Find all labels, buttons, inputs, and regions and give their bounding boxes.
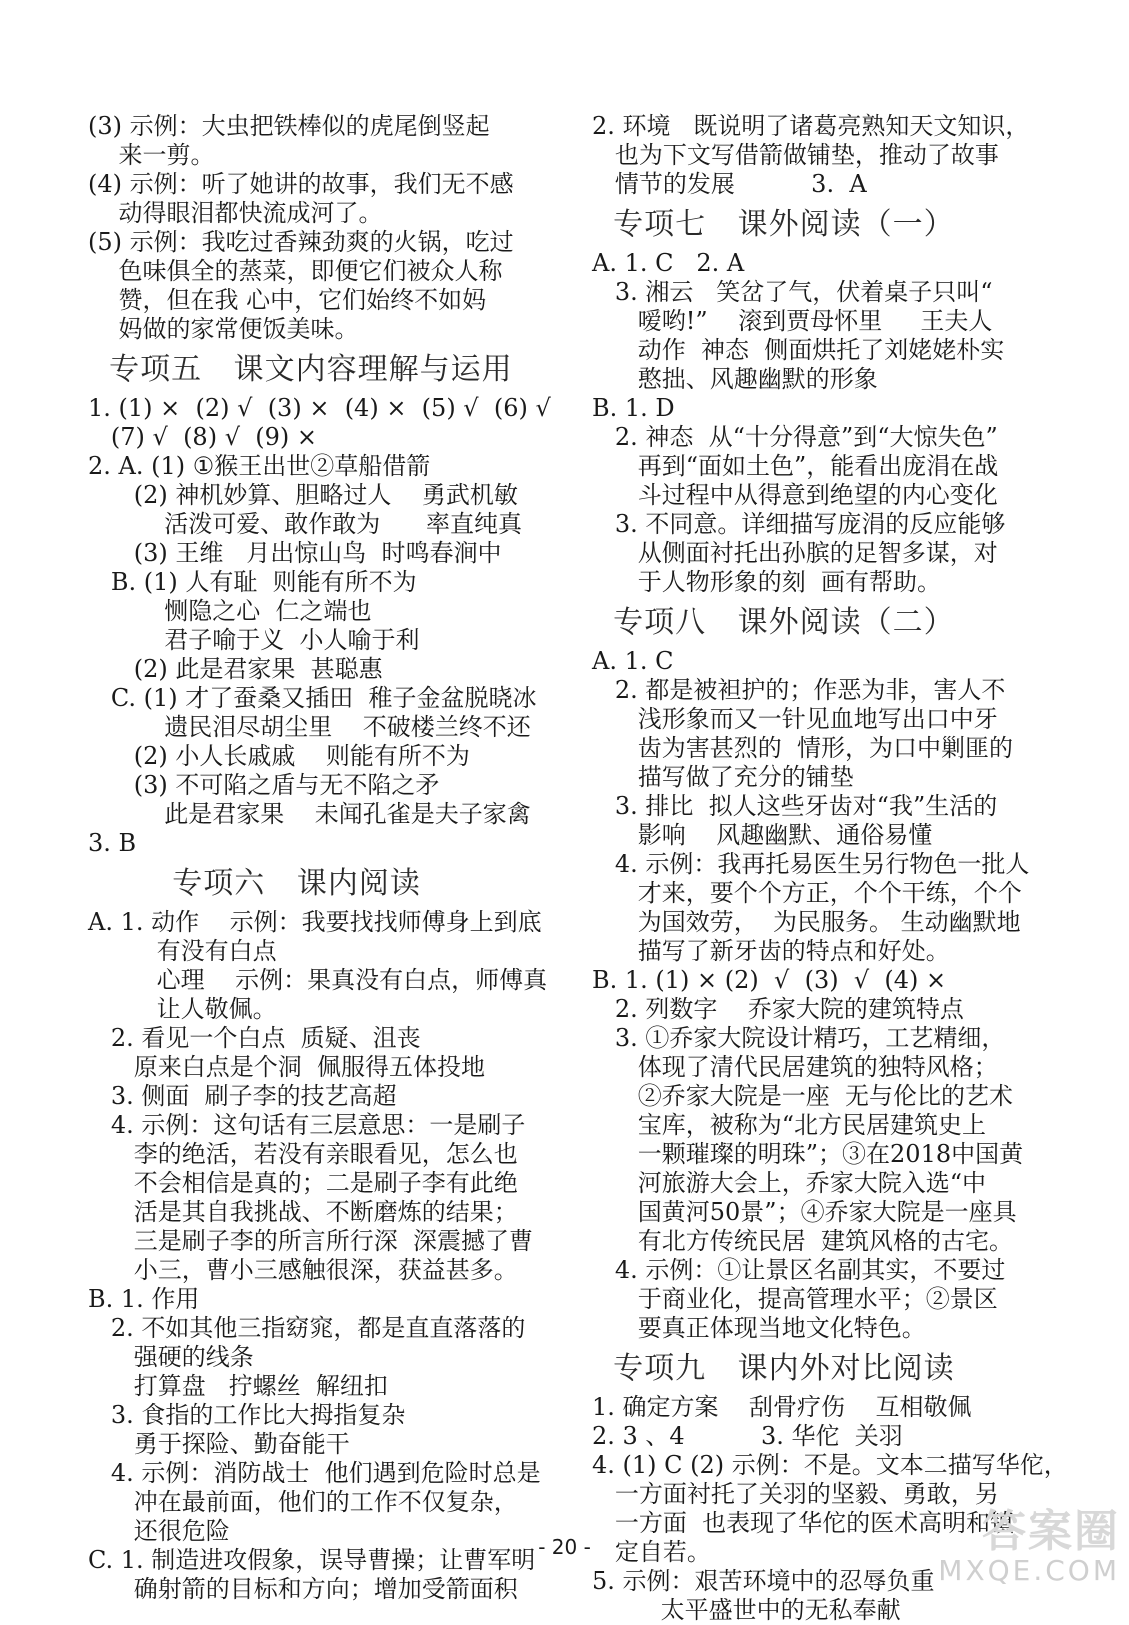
answer-line: 2. 不如其他三指窈窕，都是直直落落的 [88, 1314, 526, 1342]
answer-line: (4) 示例：听了她讲的故事，我们无不感 [88, 170, 514, 198]
answer-line: 勇于探险、勤奋能干 [88, 1430, 350, 1458]
answer-line: 齿为害甚烈的 情形，为口中剿匪的 [592, 734, 1014, 762]
answer-line: 2. 环境 既说明了诸葛亮熟知天文知识， [592, 112, 1030, 140]
answer-line: 为国效劳， 为民服务。 生动幽默地 [592, 908, 1021, 936]
section-heading: 专项八 课外阅读（二） [592, 605, 955, 640]
watermark-site-text: MXQE.COM [938, 1554, 1120, 1587]
answer-line: 打算盘 拧螺丝 解纽扣 [88, 1372, 388, 1400]
answer-line: 1. (1) × (2) √ (3) × (4) × (5) √ (6) √ [88, 394, 551, 422]
answer-line: 有北方传统民居 建筑风格的古宅。 [592, 1227, 1014, 1255]
answer-line: 影响 风趣幽默、通俗易懂 [592, 821, 933, 849]
watermark-logo-text: 答案圈 [982, 1506, 1120, 1557]
left-column [88, 112, 564, 1604]
answer-line: 妈做的家常便饭美味。 [88, 315, 359, 343]
answer-line: 再到“面如土色”，能看出庞涓在战 [592, 452, 999, 480]
answer-line: 小三，曹小三感触很深，获益甚多。 [88, 1256, 518, 1284]
answer-line: 动得眼泪都快流成河了。 [88, 199, 383, 227]
answer-line: 宝库，被称为“北方民居建筑史上 [592, 1111, 987, 1139]
answer-line: 于人物形象的刻 画有帮助。 [592, 568, 942, 596]
answer-line: 动作 神态 侧面烘托了刘姥姥朴实 [592, 336, 1005, 364]
answer-line: B. 1. D [592, 394, 675, 422]
answer-line: 一方面衬托了关羽的坚毅、勇敢，另 [592, 1480, 999, 1508]
right-column [592, 112, 1068, 1625]
answer-line: 3. B [88, 829, 137, 857]
answer-line: 3. 食指的工作比大拇指复杂 [88, 1401, 406, 1429]
answer-line: 2. 神态 从“十分得意”到“大惊失色” [592, 423, 998, 451]
answer-line: 2. 都是被袒护的；作恶为非，害人不 [592, 676, 1006, 704]
answer-line: C. 1. 制造进攻假象，误导曹操；让曹军明 [88, 1546, 536, 1574]
answer-line: 嗳哟!” 滚到贾母怀里 王夫人 [592, 307, 993, 335]
answer-line: 李的绝活，若没有亲眼看见，怎么也 [88, 1140, 518, 1168]
answer-line: 2. 列数字 乔家大院的建筑特点 [592, 995, 964, 1023]
answer-line: 三是刷子李的所言所行深 深震撼了曹 [88, 1227, 534, 1255]
section-heading: 专项九 课内外对比阅读 [592, 1351, 955, 1386]
answer-line: (3) 不可陷之盾与无不陷之矛 [88, 771, 440, 799]
answer-line: 让人敬佩。 [88, 995, 277, 1023]
answer-line: 3. 侧面 刷子李的技艺高超 [88, 1082, 397, 1110]
answer-line: 一方面 也表现了华佗的医术高明和镇 [592, 1509, 1015, 1537]
answer-line: 1. 确定方案 刮骨疗伤 互相敬佩 [592, 1393, 972, 1421]
section-heading: 专项五 课文内容理解与运用 [88, 352, 513, 387]
answer-line: 原来白点是个洞 佩服得五体投地 [88, 1053, 486, 1081]
answer-line: 从侧面衬托出孙膑的足智多谋，对 [592, 539, 998, 567]
answer-line: ②乔家大院是一座 无与伦比的艺术 [592, 1082, 1014, 1110]
answer-line: 心理 示例：果真没有白点，师傅真 [88, 966, 548, 994]
answer-line: (2) 此是君家果 甚聪惠 [88, 655, 383, 683]
answer-line: (2) 小人长戚戚 则能有所不为 [88, 742, 470, 770]
answer-line: 恻隐之心 仁之端也 [88, 597, 372, 625]
answer-line: 4. 示例：消防战士 他们遇到危险时总是 [88, 1459, 541, 1487]
answer-line: 活是其自我挑战、不断磨炼的结果； [88, 1198, 518, 1226]
answer-line: (2) 神机妙算、胆略过人 勇武机敏 [88, 481, 518, 509]
answer-line: 国黄河50景”；④乔家大院是一座具 [592, 1198, 1017, 1226]
answer-line: 2. A. (1) ①猴王出世②草船借箭 [88, 452, 431, 480]
answer-line: 3. 不同意。详细描写庞涓的反应能够 [592, 510, 1006, 538]
answer-line: 有没有白点 [88, 937, 277, 965]
section-heading: 专项七 课外阅读（一） [592, 207, 955, 242]
answer-line: 3. 排比 拟人这些牙齿对“我”生活的 [592, 792, 998, 820]
section-heading: 专项六 课内阅读 [88, 866, 421, 901]
answer-line: 冲在最前面，他们的工作不仅复杂， [88, 1488, 518, 1516]
answer-line: (7) √ (8) √ (9) × [88, 423, 317, 451]
answer-line: 斗过程中从得意到绝望的内心变化 [592, 481, 998, 509]
answer-line: 此是君家果 未闻孔雀是夫子家禽 [88, 800, 531, 828]
answer-line: 来一剪。 [88, 141, 215, 169]
answer-line: 情节的发展 3. A [592, 170, 867, 198]
page-number: - 20 - [538, 1535, 591, 1559]
answer-line: 色味俱全的蒸菜，即便它们被众人称 [88, 257, 503, 285]
answer-line: 体现了清代民居建筑的独特风格； [592, 1053, 998, 1081]
answer-line: 活泼可爱、敢作敢为 率直纯真 [88, 510, 523, 538]
answer-line: A. 1. C 2. A [592, 249, 745, 277]
answer-line: 要真正体现当地文化特色。 [592, 1314, 926, 1342]
answer-line: 4. 示例：①让景区名副其实，不要过 [592, 1256, 1006, 1284]
answer-line: 才来，要个个方正，个个干练，个个 [592, 879, 1022, 907]
answer-line: 描写了新牙齿的特点和好处。 [592, 937, 950, 965]
answer-line: 2. 3 、4 3. 华佗 关羽 [592, 1422, 903, 1450]
answer-line: B. 1. 作用 [88, 1285, 200, 1313]
answer-line: (3) 示例：大虫把铁棒似的虎尾倒竖起 [88, 112, 490, 140]
answer-line: 憨拙、风趣幽默的形象 [592, 365, 878, 393]
answer-line: 一颗璀璨的明珠”；③在2018中国黄 [592, 1140, 1024, 1168]
answer-line: 于商业化，提高管理水平；②景区 [592, 1285, 998, 1313]
answer-line: (3) 王维 月出惊山鸟 时鸣春涧中 [88, 539, 502, 567]
answer-line: 4. 示例：我再托易医生另行物色一批人 [592, 850, 1030, 878]
answer-line: 3. 湘云 笑岔了气，伏着桌子只叫“ [592, 278, 993, 306]
answer-line: 君子喻于义 小人喻于利 [88, 626, 420, 654]
answer-line: C. (1) 才了蚕桑又插田 稚子金盆脱晓冰 [88, 684, 537, 712]
answer-line: 2. 看见一个白点 质疑、沮丧 [88, 1024, 421, 1052]
answer-line: 也为下文写借箭做铺垫，推动了故事 [592, 141, 999, 169]
answer-line: 描写做了充分的铺垫 [592, 763, 854, 791]
answer-line: 太平盛世中的无私奉献 [592, 1596, 901, 1624]
answer-line: 定自若。 [592, 1538, 711, 1566]
answer-line: A. 1. 动作 示例：我要找找师傅身上到底 [88, 908, 542, 936]
answer-line: 还很危险 [88, 1517, 230, 1545]
answer-line: B. (1) 人有耻 则能有所不为 [88, 568, 417, 596]
answer-line: 河旅游大会上，乔家大院入选“中 [592, 1169, 987, 1197]
answer-line: 4. 示例：这句话有三层意思：一是刷子 [88, 1111, 526, 1139]
answer-line: 3. ①乔家大院设计精巧，工艺精细， [592, 1024, 1006, 1052]
answer-line: 不会相信是真的；二是刷子李有此绝 [88, 1169, 518, 1197]
answer-line: 赞，但在我 心中，它们始终不如妈 [88, 286, 487, 314]
watermark-logo [930, 1508, 1120, 1594]
answer-line: B. 1. (1) × (2) √ (3) √ (4) × [592, 966, 947, 994]
answer-line: 确射箭的目标和方向；增加受箭面积 [88, 1575, 518, 1603]
answer-line: 强硬的线条 [88, 1343, 254, 1371]
answer-line: 5. 示例：艰苦环境中的忍辱负重 [592, 1567, 935, 1595]
answer-line: 遗民泪尽胡尘里 不破楼兰终不还 [88, 713, 531, 741]
answer-line: 浅形象而又一针见血地写出口中牙 [592, 705, 998, 733]
answer-line: (5) 示例：我吃过香辣劲爽的火锅，吃过 [88, 228, 514, 256]
answer-line: 4. (1) C (2) 示例：不是。文本二描写华佗， [592, 1451, 1068, 1479]
answer-line: A. 1. C [592, 647, 674, 675]
